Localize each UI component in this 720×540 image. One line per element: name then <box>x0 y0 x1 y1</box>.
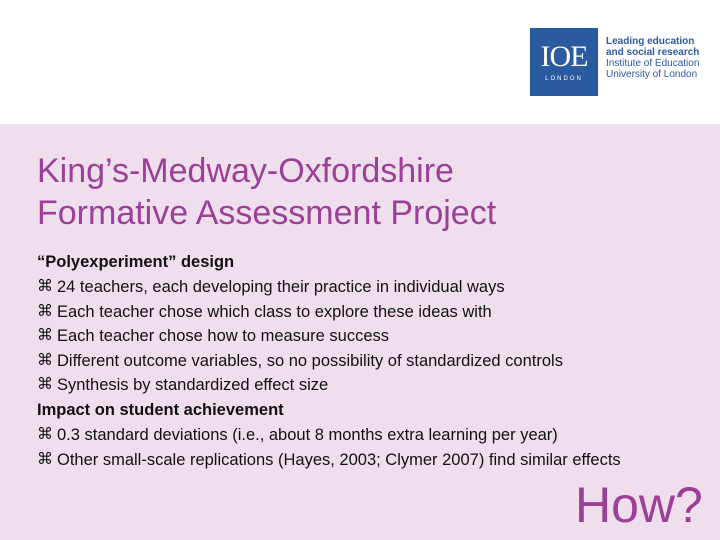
logo-line: Leading education <box>606 36 695 47</box>
command-bullet-icon: ⌘ <box>37 278 53 295</box>
slide-title-line-2: Formative Assessment Project <box>37 194 497 232</box>
command-bullet-icon: ⌘ <box>37 302 53 320</box>
command-bullet-icon: ⌘ <box>37 351 53 369</box>
ioe-logo <box>530 28 699 96</box>
how-callout: How? <box>575 477 703 533</box>
ioe-logo-mark <box>530 28 598 96</box>
bullet-item <box>37 275 677 300</box>
command-bullet-icon: ⌘ <box>37 425 53 443</box>
bullet-text: Other small-scale replications (Hayes, 2003; Clymer 2007) find similar effects <box>57 450 621 469</box>
bullet-text: Synthesis by standardized effect size <box>57 376 329 395</box>
command-bullet-icon: ⌘ <box>37 450 53 468</box>
command-bullet-icon: ⌘ <box>37 327 53 345</box>
slide-body <box>37 250 677 472</box>
bullet-item <box>37 448 677 473</box>
bullet-text: Different outcome variables, so no possibility of standardized controls <box>57 351 563 370</box>
bullet-item <box>37 423 677 448</box>
bullet-text: Each teacher chose which class to explore these ideas with <box>57 302 492 321</box>
section-heading-impact: Impact on student achievement <box>37 400 284 419</box>
section-heading-design: “Polyexperiment” design <box>37 253 235 271</box>
slide-title <box>37 150 697 234</box>
logo-text <box>606 36 699 80</box>
logo-mark-subtext: LONDON <box>545 76 583 82</box>
command-bullet-icon: ⌘ <box>37 376 53 394</box>
logo-line: and social research <box>606 47 700 58</box>
bullet-item <box>37 349 677 374</box>
bullet-item <box>37 324 677 349</box>
slide-title-line-1: King’s-Medway-Oxfordshire <box>37 152 454 190</box>
logo-line: University of London <box>606 69 698 80</box>
bullet-item <box>37 373 677 398</box>
logo-mark-text: IOE <box>540 40 588 73</box>
bullet-text: Each teacher chose how to measure success <box>57 327 390 346</box>
logo-line: Institute of Education <box>606 58 700 69</box>
bullet-text: 0.3 standard deviations (i.e., about 8 months extra learning per year) <box>57 425 558 444</box>
bullet-item <box>37 300 677 325</box>
bullet-text: 24 teachers, each developing their practice in individual ways <box>57 278 505 296</box>
